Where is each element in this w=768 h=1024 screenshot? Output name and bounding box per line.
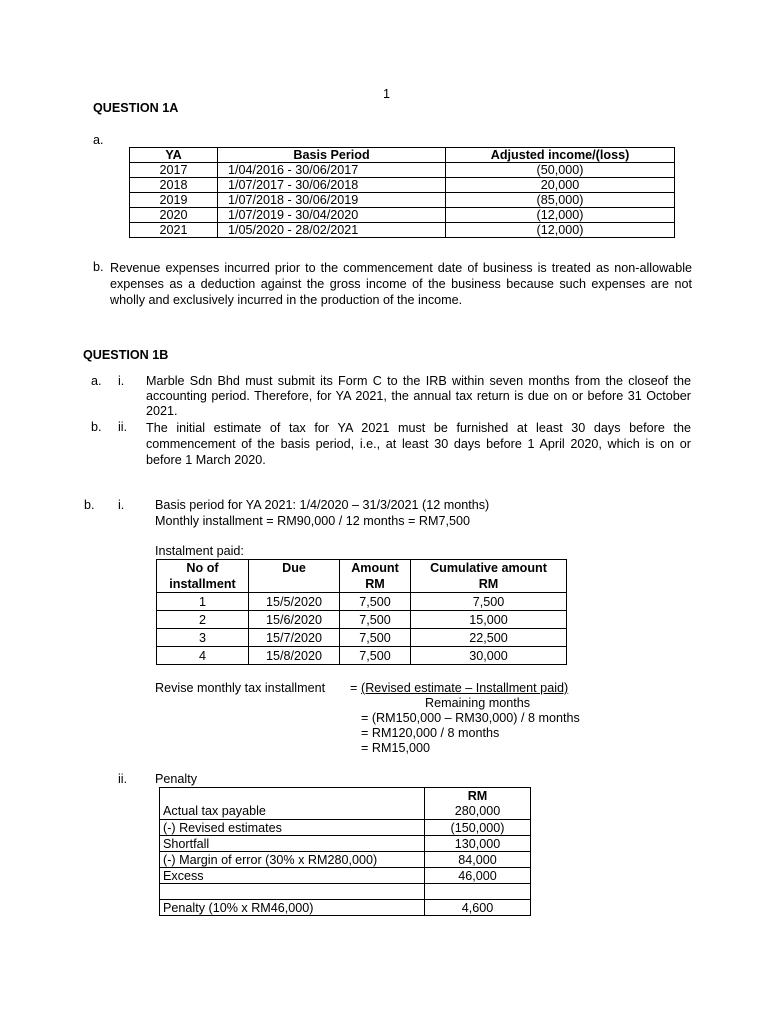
cell-ya: 2017 [130, 163, 218, 178]
cell-item: Actual tax payable [160, 804, 425, 820]
q1b-a-ii-label: ii. [118, 420, 128, 434]
q1b-a-i-text: Marble Sdn Bhd must submit its Form C to the IRB within seven months from the closeof the accounting period. Therefore, for YA 2021, the annual tax return is due on or before 31 October 2021. [146, 374, 691, 418]
page-number: 1 [383, 87, 391, 101]
cell-due: 15/6/2020 [249, 611, 340, 629]
cell-item: Shortfall [160, 836, 425, 852]
cell-ya: 2020 [130, 208, 218, 223]
col-header-cumulative-amount [411, 560, 567, 593]
table-row [160, 900, 531, 916]
q1b-b-label: b. [84, 498, 95, 512]
cell-cumulative: 15,000 [411, 611, 567, 629]
revise-step: = RM120,000 / 8 months [361, 726, 500, 740]
cell-cumulative: 30,000 [411, 647, 567, 665]
table-header-row [160, 788, 531, 804]
cell-basis-period: 1/07/2017 - 30/06/2018 [218, 178, 446, 193]
col-header-ya: YA [130, 148, 218, 163]
header-line: Amount [351, 561, 399, 575]
cell-amount: 7,500 [340, 629, 411, 647]
q1a-table [129, 147, 675, 238]
col-header-rm: RM [425, 788, 531, 804]
cell-installment-no: 1 [157, 593, 249, 611]
instalment-table [156, 559, 567, 665]
table-row [157, 611, 567, 629]
cell-basis-period: 1/07/2018 - 30/06/2019 [218, 193, 446, 208]
cell-amount: 84,000 [425, 852, 531, 868]
table-row [157, 629, 567, 647]
table-row [130, 178, 675, 193]
header-line: RM [365, 577, 385, 591]
cell-cumulative: 22,500 [411, 629, 567, 647]
table-row [160, 804, 531, 820]
q1a-part-b-text: Revenue expenses incurred prior to the commencement date of business is treated as non-allowable expenses as a deduction against the gross income of the business because such expenses are not wholly and exclusively incurred in the production of the income. [110, 261, 692, 307]
cell-adjusted-income: (12,000) [446, 223, 675, 238]
table-row [130, 223, 675, 238]
cell-amount: 130,000 [425, 836, 531, 852]
revise-numerator [361, 681, 568, 695]
header-line: installment [169, 577, 236, 591]
cell-due: 15/8/2020 [249, 647, 340, 665]
table-header-row [130, 148, 675, 163]
penalty-table [159, 787, 531, 916]
q1b-a-b-label: b. [91, 420, 102, 434]
cell-item: Excess [160, 868, 425, 884]
question-1b-heading: QUESTION 1B [83, 348, 169, 362]
cell-item: Penalty (10% x RM46,000) [160, 900, 425, 916]
col-header-basis-period: Basis Period [218, 148, 446, 163]
col-header-due: Due [249, 560, 340, 593]
table-row [130, 208, 675, 223]
cell-adjusted-income: 20,000 [446, 178, 675, 193]
q1b-a-i-label: i. [118, 374, 125, 388]
cell-adjusted-income: (12,000) [446, 208, 675, 223]
revise-step: = (RM150,000 – RM30,000) / 8 months [361, 711, 580, 725]
col-header-adjusted-income: Adjusted income/(loss) [446, 148, 675, 163]
table-row [160, 820, 531, 836]
cell-basis-period: 1/07/2019 - 30/04/2020 [218, 208, 446, 223]
table-row [157, 593, 567, 611]
cell-amount: 7,500 [340, 647, 411, 665]
table-header-row [157, 560, 567, 593]
table-row [160, 852, 531, 868]
cell-adjusted-income: (85,000) [446, 193, 675, 208]
monthly-installment-line: Monthly installment = RM90,000 / 12 months = RM7,500 [155, 514, 471, 528]
cell-basis-period: 1/05/2020 - 28/02/2021 [218, 223, 446, 238]
cell-amount: 7,500 [340, 611, 411, 629]
header-line: No of [186, 561, 219, 575]
q1a-part-b-label: b. [93, 260, 104, 274]
table-row [160, 868, 531, 884]
q1b-b-i-label: i. [118, 498, 125, 512]
q1b-b-ii-label: ii. [118, 772, 128, 786]
cell-ya: 2018 [130, 178, 218, 193]
col-header-installment-no [157, 560, 249, 593]
revise-numerator-text: (Revised estimate – Installment paid) [361, 681, 569, 695]
cell-basis-period: 1/04/2016 - 30/06/2017 [218, 163, 446, 178]
cell-due: 15/5/2020 [249, 593, 340, 611]
cell-due: 15/7/2020 [249, 629, 340, 647]
cell-installment-no: 3 [157, 629, 249, 647]
cell-amount [425, 884, 531, 900]
cell-item: (-) Margin of error (30% x RM280,000) [160, 852, 425, 868]
table-row [157, 647, 567, 665]
q1b-a-ii-text: The initial estimate of tax for YA 2021 must be furnished at least 30 days before the commencement of the basis period, i.e., at least 30 days before 1 April 2020, which is on or before 1 March 2020. [146, 421, 691, 467]
cell-amount: (150,000) [425, 820, 531, 836]
cell-item [160, 884, 425, 900]
cell-ya: 2021 [130, 223, 218, 238]
cell-adjusted-income: (50,000) [446, 163, 675, 178]
cell-installment-no: 4 [157, 647, 249, 665]
cell-amount: 7,500 [340, 593, 411, 611]
q1b-a-label: a. [91, 374, 102, 388]
cell-item: (-) Revised estimates [160, 820, 425, 836]
table-row [130, 193, 675, 208]
penalty-caption: Penalty [155, 772, 198, 786]
cell-amount: 280,000 [425, 804, 531, 820]
header-line: RM [478, 577, 499, 591]
cell-amount: 46,000 [425, 868, 531, 884]
cell-installment-no: 2 [157, 611, 249, 629]
cell-amount: 4,600 [425, 900, 531, 916]
revise-label: Revise monthly tax installment [155, 681, 326, 695]
revise-equals: = [350, 681, 358, 695]
instalment-paid-caption: Instalment paid: [155, 544, 244, 558]
cell-empty [160, 788, 425, 804]
q1a-part-a-label: a. [93, 133, 104, 147]
table-row [160, 836, 531, 852]
basis-period-line: Basis period for YA 2021: 1/4/2020 – 31/3/2021 (12 months) [155, 498, 490, 512]
table-row [160, 884, 531, 900]
header-line: Cumulative amount [430, 561, 547, 575]
revise-step: = RM15,000 [361, 741, 430, 755]
revise-denominator: Remaining months [425, 696, 530, 710]
question-1a-heading: QUESTION 1A [93, 101, 179, 115]
cell-cumulative: 7,500 [411, 593, 567, 611]
cell-ya: 2019 [130, 193, 218, 208]
col-header-amount [340, 560, 411, 593]
table-row [130, 163, 675, 178]
